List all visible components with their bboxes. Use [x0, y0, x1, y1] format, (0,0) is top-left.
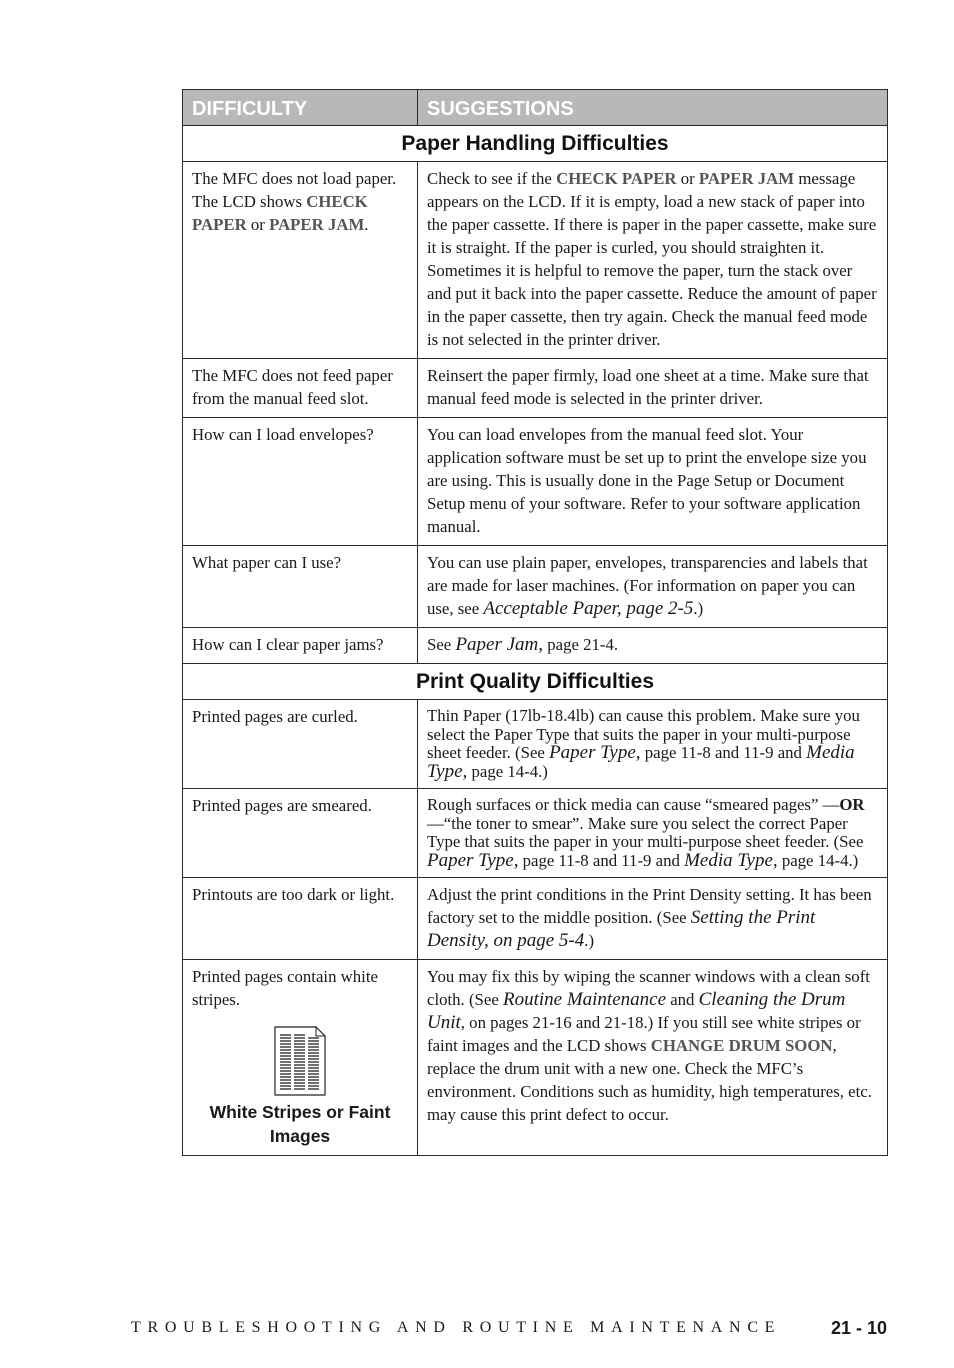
cross-reference: Acceptable Paper, page 2-5: [483, 598, 694, 619]
difficulty-cell: [183, 546, 418, 628]
table-row: [183, 162, 888, 359]
difficulty-cell: [183, 700, 418, 789]
difficulty-cell: [183, 628, 418, 664]
suggestion-cell: [418, 359, 888, 418]
text: You can load envelopes from the manual feed slot. Your application software must be set up to print the envelope size you are using. This is usually done in the Page Setup or Document Setup menu of your software. Refer to your software application manual.: [427, 425, 867, 536]
text: .): [584, 931, 595, 950]
table-row: [183, 789, 888, 878]
text: page 14-4.): [467, 761, 548, 781]
difficulty-cell: [183, 960, 418, 1156]
page-footer: [131, 1316, 887, 1340]
section-title-paper-handling: Paper Handling Difficulties: [183, 126, 888, 162]
text: page 21-4.: [543, 635, 619, 654]
suggestion-cell: [418, 960, 888, 1156]
text: How can I clear paper jams?: [192, 635, 384, 654]
text: See: [427, 635, 456, 654]
table-header-row: [183, 90, 888, 126]
text: Thin Paper (17lb-18.4lb) can cause this problem. Make sure you select the Paper Type that suits the paper in your multi-purpose sheet feeder. (See: [427, 706, 860, 762]
text: Printed pages are curled.: [192, 707, 358, 726]
difficulty-cell: [183, 418, 418, 546]
lcd-message: CHECK PAPER: [192, 192, 368, 234]
suggestion-cell: [418, 789, 888, 878]
cross-reference: Paper Type,: [427, 849, 519, 871]
footer-chapter-title: TROUBLESHOOTING AND ROUTINE MAINTENANCE: [131, 1319, 782, 1336]
lcd-message: PAPER JAM: [269, 215, 365, 234]
text: or: [246, 215, 270, 234]
header-suggestions: SUGGESTIONS: [418, 90, 888, 126]
cross-reference: Media Type,: [684, 849, 778, 871]
table-row: [183, 960, 888, 1156]
text: message appears on the LCD. If it is empty, load a new stack of paper into the paper cassette. If there is paper in the paper cassette, make sure it is straight. If the paper is curled, you should straighten it. Sometimes it is helpful to remove the paper, turn the stack over and put it back into the paper cassette. Reduce the amount of paper in the paper cassette, then try again. Check the manual feed mode is not selected in the printer driver.: [427, 169, 877, 349]
text: How can I load envelopes?: [192, 425, 374, 444]
suggestion-cell: [418, 162, 888, 359]
lcd-message: PAPER JAM: [698, 169, 795, 188]
text: The MFC does not feed paper from the manual feed slot.: [192, 366, 393, 408]
text: Adjust the print conditions in the Print Density setting. It has been factory set to the middle position. (See: [427, 885, 872, 927]
text: .: [364, 215, 369, 234]
suggestion-cell: [418, 700, 888, 789]
cross-reference: Routine Maintenance: [502, 989, 666, 1010]
section-title-print-quality: Print Quality Difficulties: [183, 664, 888, 700]
difficulty-cell: [183, 359, 418, 418]
emphasis-or: OR: [839, 795, 865, 814]
section-row: [183, 664, 888, 700]
lcd-message: CHECK PAPER: [556, 169, 677, 188]
text: —“the toner to smear”. Make sure you select the correct Paper Type that suits the paper in your multi-purpose sheet feeder. (See: [427, 813, 864, 851]
text: Printed pages are smeared.: [192, 796, 372, 815]
table-row: [183, 878, 888, 960]
header-difficulty: DIFFICULTY: [183, 90, 418, 126]
text: , on pages 21-16 and 21-18.) If you still see white stripes or faint images and the LCD shows: [427, 1013, 861, 1055]
difficulty-cell: [183, 162, 418, 359]
cross-reference: Media Type,: [427, 742, 855, 782]
text: , replace the drum unit with a new one. Check the MFC’s environment. Conditions such as humidity, high temperatures, etc. may cause this print defect to occur.: [427, 1036, 872, 1124]
difficulty-cell: [183, 789, 418, 878]
troubleshooting-table: [182, 89, 888, 1156]
text: You can use plain paper, envelopes, transparencies and labels that are made for laser machines. (For information on paper you can use, see: [427, 553, 868, 618]
table-row: [183, 700, 888, 789]
text: .): [693, 599, 704, 618]
cross-reference: Paper Type,: [549, 742, 641, 763]
table-row: [183, 359, 888, 418]
section-row: [183, 126, 888, 162]
suggestion-cell: [418, 546, 888, 628]
white-stripes-figure: [192, 1026, 408, 1148]
text: Reinsert the paper firmly, load one sheet at a time. Make sure that manual feed mode is selected in the printer driver.: [427, 366, 869, 408]
text: The MFC does not load paper. The LCD shows: [192, 169, 397, 211]
suggestion-cell: [418, 418, 888, 546]
lcd-message: CHANGE DRUM SOON: [650, 1036, 833, 1055]
text: What paper can I use?: [192, 553, 342, 572]
text: page 14-4.): [777, 850, 859, 870]
cross-reference: Cleaning the Drum Unit: [427, 989, 846, 1033]
text: page 11-8 and 11-9 and: [518, 850, 685, 870]
suggestion-cell: [418, 628, 888, 664]
cross-reference: Paper Jam,: [455, 634, 544, 655]
cross-reference: Setting the Print Density, on page 5-4: [427, 907, 816, 951]
text: You may fix this by wiping the scanner windows with a clean soft cloth. (See: [427, 967, 870, 1009]
page-number: 21 - 10: [830, 1317, 887, 1338]
figure-caption: White Stripes or Faint Images: [209, 1102, 391, 1146]
text: Printed pages contain white stripes.: [192, 967, 378, 1009]
text: and: [666, 990, 699, 1009]
table-row: [183, 418, 888, 546]
text: Rough surfaces or thick media can cause “smeared pages” —: [427, 795, 840, 814]
difficulty-cell: [183, 878, 418, 960]
table-row: [183, 628, 888, 664]
white-stripes-page-icon: [274, 1026, 326, 1096]
text: page 11-8 and 11-9 and: [640, 743, 807, 762]
text: Check to see if the: [427, 169, 557, 188]
table-row: [183, 546, 888, 628]
text: or: [676, 169, 699, 188]
suggestion-cell: [418, 878, 888, 960]
text: Printouts are too dark or light.: [192, 885, 395, 904]
